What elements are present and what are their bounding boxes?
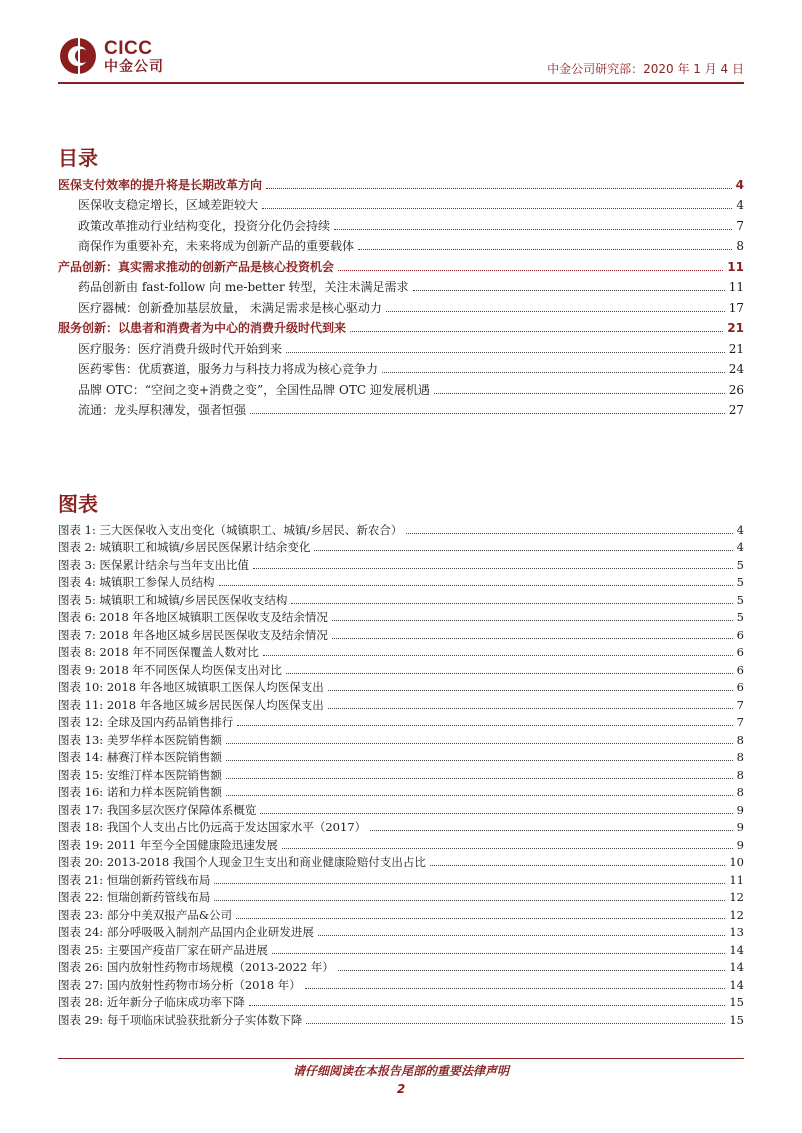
dot-leader (237, 724, 732, 726)
dot-leader (226, 742, 733, 744)
entry-page-number: 6 (736, 627, 744, 642)
entry-page-number: 9 (736, 802, 744, 817)
entry-label: 图表 14: 赫赛汀样本医院销售额 (58, 750, 222, 764)
figure-entry[interactable] (58, 783, 744, 801)
entry-page-number: 7 (736, 697, 744, 712)
entry-label: 图表 24: 部分呼吸吸入制剂产品国内企业研发进展 (58, 925, 314, 939)
entry-page-number: 8 (736, 732, 744, 747)
entry-label: 品牌 OTC：“空间之变+消费之变”，全国性品牌 OTC 迎发展机遇 (58, 382, 432, 398)
entry-page-number: 17 (728, 300, 744, 315)
toc-entry[interactable] (58, 336, 744, 357)
dot-leader (332, 637, 733, 639)
toc-entry[interactable] (58, 316, 744, 337)
dot-leader (318, 934, 726, 936)
dot-leader (338, 269, 723, 271)
dot-leader (214, 899, 725, 901)
entry-page-number: 5 (736, 557, 744, 572)
entry-page-number: 21 (727, 321, 744, 335)
entry-page-number: 14 (729, 977, 744, 992)
entry-label: 产品创新：真实需求推动的创新产品是核心投资机会 (58, 259, 335, 274)
figure-entry[interactable] (58, 765, 744, 783)
dot-leader (286, 351, 725, 353)
toc-entry[interactable] (58, 295, 744, 316)
entry-page-number: 9 (736, 837, 744, 852)
figure-entry[interactable] (58, 835, 744, 853)
entry-page-number: 4 (736, 522, 744, 537)
entry-page-number: 6 (736, 680, 744, 694)
toc-entry[interactable] (58, 193, 744, 214)
figure-entry[interactable] (58, 888, 744, 906)
entry-page-number: 11 (727, 259, 744, 274)
entry-page-number: 4 (736, 540, 744, 554)
entry-label: 图表 22: 恒瑞创新药管线布局 (58, 890, 211, 904)
dot-leader (306, 1022, 725, 1024)
entry-label: 图表 6: 2018 年各地区城镇职工医保收支及结余情况 (58, 610, 328, 624)
figure-entry[interactable] (58, 905, 744, 923)
dot-leader (430, 864, 725, 866)
dot-leader (328, 689, 733, 691)
entry-page-number: 4 (736, 198, 744, 212)
cicc-logo (58, 36, 164, 76)
dot-leader (332, 619, 733, 621)
figure-entry[interactable] (58, 958, 744, 976)
entry-page-number: 10 (729, 855, 744, 869)
dot-leader (249, 1004, 726, 1006)
dot-leader (262, 207, 732, 209)
entry-page-number: 26 (728, 382, 744, 397)
toc-title: 目录 (58, 146, 98, 170)
header-date: 中金公司研究部：2020 年 1 月 4 日 (547, 62, 744, 76)
entry-page-number: 12 (729, 907, 744, 922)
logo-text-en: CICC (104, 37, 153, 59)
entry-label: 图表 1: 三大医保收入支出变化（城镇职工、城镇/乡居民、新农合） (58, 522, 403, 537)
entry-page-number: 8 (736, 239, 744, 253)
page-number: 2 (396, 1082, 406, 1096)
dot-leader (272, 952, 726, 954)
entry-label: 图表 19: 2011 年至今全国健康险迅速发展 (58, 837, 278, 852)
entry-label: 图表 18: 我国个人支出占比仍远高于发达国家水平（2017） (58, 820, 367, 834)
toc-entry[interactable] (58, 172, 744, 193)
dot-leader (434, 392, 725, 394)
entry-label: 服务创新：以患者和消费者为中心的消费升级时代到来 (58, 321, 347, 335)
dot-leader (305, 987, 726, 989)
figure-entry[interactable] (58, 555, 744, 573)
dot-leader (282, 847, 733, 849)
toc-entry[interactable] (58, 398, 744, 419)
figure-entry[interactable] (58, 590, 744, 608)
figure-entry[interactable] (58, 730, 744, 748)
entry-page-number: 15 (729, 995, 744, 1009)
entry-label: 图表 10: 2018 年各地区城镇职工医保人均医保支出 (58, 680, 324, 694)
entry-label: 图表 28: 近年新分子临床成功率下降 (58, 995, 245, 1009)
entry-page-number: 24 (728, 362, 744, 376)
entry-label: 图表 21: 恒瑞创新药管线布局 (58, 872, 211, 887)
entry-page-number: 8 (736, 767, 744, 782)
entry-label: 流通：龙头厚积薄发，强者恒强 (58, 402, 248, 418)
figure-entry[interactable] (58, 660, 744, 678)
dot-leader (260, 812, 732, 814)
dot-leader (263, 654, 733, 656)
dot-leader (350, 330, 723, 332)
entry-page-number: 6 (736, 662, 744, 677)
entry-page-number: 5 (736, 592, 744, 607)
entry-page-number: 5 (736, 610, 744, 624)
toc-list (58, 172, 744, 418)
entry-label: 图表 27: 国内放射性药物市场分析（2018 年） (58, 977, 301, 992)
dot-leader (382, 371, 725, 373)
dot-leader (338, 969, 725, 971)
cicc-logo-icon (58, 36, 98, 76)
figure-entry[interactable] (58, 625, 744, 643)
dot-leader (314, 549, 732, 551)
toc-entry[interactable] (58, 213, 744, 234)
entry-page-number: 15 (729, 1012, 744, 1027)
figure-entry[interactable] (58, 800, 744, 818)
entry-label: 图表 15: 安维汀样本医院销售额 (58, 767, 222, 782)
figure-entry[interactable] (58, 520, 744, 538)
dot-leader (386, 310, 725, 312)
entry-label: 政策改革推动行业结构变化，投资分化仍会持续 (58, 218, 332, 234)
entry-page-number: 21 (728, 341, 744, 356)
entry-label: 图表 11: 2018 年各地区城乡居民医保人均医保支出 (58, 697, 324, 712)
dot-leader (291, 602, 732, 604)
page-header (58, 34, 744, 82)
entry-page-number: 4 (735, 177, 744, 192)
figures-list (58, 520, 744, 1028)
dot-leader (226, 759, 733, 761)
entry-label: 图表 20: 2013-2018 我国个人现金卫生支出和商业健康险赔付支出占比 (58, 855, 426, 869)
dot-leader (219, 584, 733, 586)
figure-entry[interactable] (58, 678, 744, 696)
figure-entry[interactable] (58, 818, 744, 836)
figures-title: 图表 (58, 492, 98, 516)
figure-entry[interactable] (58, 713, 744, 731)
entry-label: 药品创新由 fast-follow 向 me-better 转型，关注未满足需求 (58, 279, 411, 295)
figure-entry[interactable] (58, 940, 744, 958)
entry-label: 医疗服务：医疗消费升级时代开始到来 (58, 341, 284, 357)
figure-entry[interactable] (58, 573, 744, 591)
entry-label: 图表 25: 主要国产疫苗厂家在研产品进展 (58, 942, 268, 957)
entry-page-number: 11 (729, 872, 744, 887)
figure-entry[interactable] (58, 643, 744, 661)
dot-leader (413, 289, 725, 291)
entry-label: 商保作为重要补充，未来将成为创新产品的重要载体 (58, 238, 356, 254)
toc-entry[interactable] (58, 275, 744, 296)
dot-leader (406, 532, 732, 534)
logo-text-cn: 中金公司 (104, 58, 164, 75)
entry-label: 图表 13: 美罗华样本医院销售额 (58, 732, 222, 747)
entry-label: 医保收支稳定增长，区域差距较大 (58, 197, 260, 213)
footer-divider (58, 1058, 744, 1059)
figure-entry[interactable] (58, 608, 744, 626)
figure-entry[interactable] (58, 1010, 744, 1028)
entry-label: 图表 17: 我国多层次医疗保障体系概览 (58, 802, 257, 817)
entry-label: 图表 26: 国内放射性药物市场规模（2013-2022 年） (58, 960, 334, 974)
toc-entry[interactable] (58, 234, 744, 255)
entry-label: 图表 12: 全球及国内药品销售排行 (58, 715, 234, 729)
dot-leader (286, 672, 733, 674)
dot-leader (253, 567, 733, 569)
entry-page-number: 11 (728, 280, 744, 294)
dot-leader (214, 882, 725, 884)
entry-label: 医疗器械：创新叠加基层放量， 未满足需求是核心驱动力 (58, 300, 384, 316)
figure-entry[interactable] (58, 923, 744, 941)
figure-entry[interactable] (58, 870, 744, 888)
entry-label: 图表 9: 2018 年不同医保人均医保支出对比 (58, 662, 282, 677)
entry-label: 图表 4: 城镇职工参保人员结构 (58, 575, 215, 589)
figure-entry[interactable] (58, 748, 744, 766)
figure-entry[interactable] (58, 853, 744, 871)
dot-leader (370, 829, 733, 831)
dot-leader (266, 187, 732, 189)
entry-page-number: 8 (736, 785, 744, 799)
dot-leader (226, 777, 733, 779)
entry-label: 图表 29: 每千项临床试验获批新分子实体数下降 (58, 1012, 303, 1027)
dot-leader (226, 794, 733, 796)
footer-disclaimer: 请仔细阅读在本报告尾部的重要法律声明 (292, 1064, 509, 1078)
entry-label: 医保支付效率的提升将是长期改革方向 (58, 177, 263, 192)
figure-entry[interactable] (58, 993, 744, 1011)
figure-entry[interactable] (58, 975, 744, 993)
entry-label: 图表 5: 城镇职工和城镇/乡居民医保收支结构 (58, 592, 288, 607)
entry-page-number: 27 (728, 403, 744, 417)
toc-entry[interactable] (58, 357, 744, 378)
toc-entry[interactable] (58, 377, 744, 398)
dot-leader (236, 917, 725, 919)
toc-entry[interactable] (58, 254, 744, 275)
dot-leader (328, 707, 733, 709)
entry-label: 图表 23: 部分中美双报产品&公司 (58, 907, 233, 922)
entry-label: 医药零售：优质赛道，服务力与科技力将成为核心竞争力 (58, 361, 380, 377)
entry-page-number: 7 (736, 218, 744, 233)
entry-label: 图表 2: 城镇职工和城镇/乡居民医保累计结余变化 (58, 540, 311, 554)
entry-label: 图表 16: 诺和力样本医院销售额 (58, 785, 222, 799)
entry-page-number: 7 (736, 715, 744, 729)
entry-page-number: 14 (729, 942, 744, 957)
entry-label: 图表 8: 2018 年不同医保覆盖人数对比 (58, 645, 259, 659)
entry-page-number: 13 (729, 925, 744, 939)
entry-label: 图表 7: 2018 年各地区城乡居民医保收支及结余情况 (58, 627, 328, 642)
dot-leader (250, 412, 725, 414)
dot-leader (358, 248, 732, 250)
dot-leader (334, 228, 732, 230)
entry-page-number: 12 (729, 890, 744, 904)
entry-page-number: 6 (736, 645, 744, 659)
figure-entry[interactable] (58, 538, 744, 556)
entry-page-number: 8 (736, 750, 744, 764)
entry-label: 图表 3: 医保累计结余与当年支出比值 (58, 557, 250, 572)
entry-page-number: 9 (736, 820, 744, 834)
entry-page-number: 14 (729, 960, 744, 974)
header-divider (58, 82, 744, 84)
entry-page-number: 5 (736, 575, 744, 589)
figure-entry[interactable] (58, 695, 744, 713)
